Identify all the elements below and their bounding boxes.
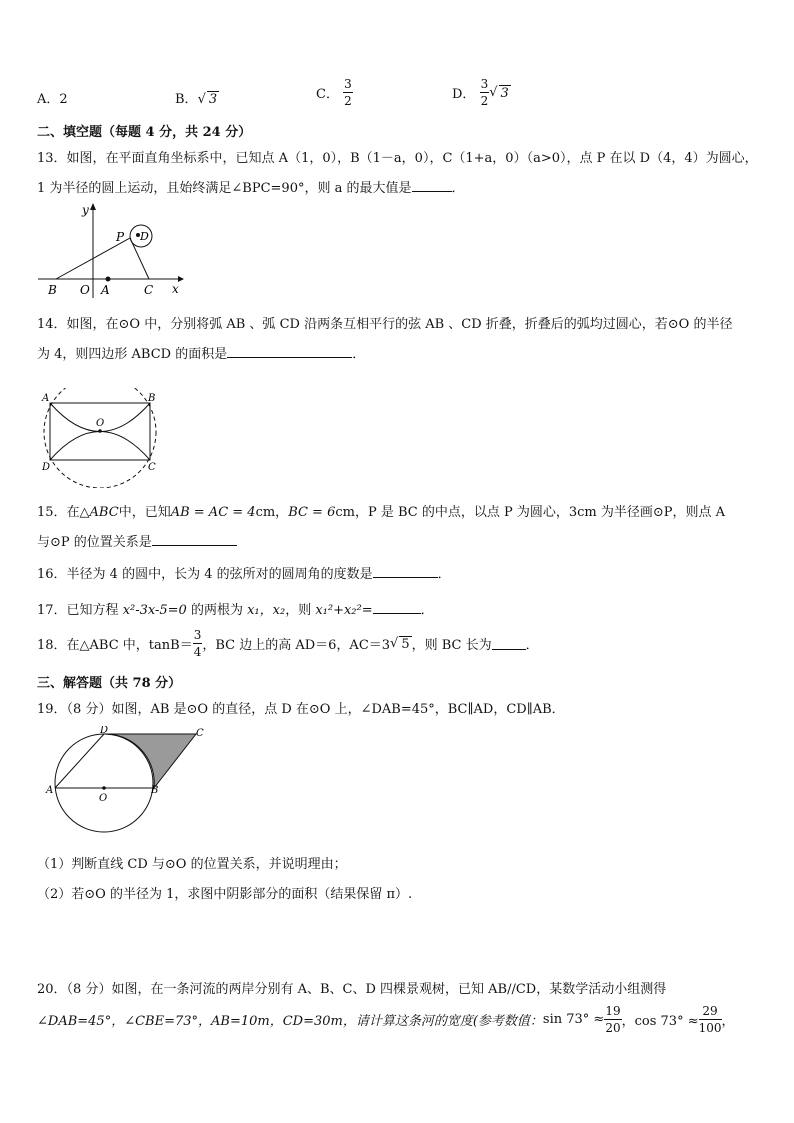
q13-text-line1: 13．如图，在平面直角坐标系中，已知点 A（1，0），B（1－a，0），C（1+a，0）（a>0），点 P 在以 D（4，4）为圆心， [37,151,758,166]
label-p: P [116,230,125,244]
q20-text-line2: ∠DAB=45°，∠CBE=73°，AB=10m，CD=30m，请计算这条河的宽度(参考数值：sin 73° ≈ $\frac{19}{20}$ ，cos 73° ≈ $\frac{29}{100}$ ， [37,1004,735,1035]
label-o: O [80,283,90,297]
section-title-answers: 三、解答题（共 78 分） [37,676,182,691]
q14-text-line2: 为 4，则四边形 ABCD 的面积是 ． [37,347,366,362]
label-y: y [82,203,89,217]
q16-text: 16．半径为 4 的圆中，长为 4 的弦所对的圆周角的度数是 ． [37,567,451,582]
q14-text-line1: 14．如图，在⊙O 中，分别将弧 AB 、弧 CD 沿两条互相平行的弦 AB 、CD 折叠，折叠后的弧均过圆心，若⊙O 的半径 [37,317,733,332]
q15-text-line2: 与⊙P 的位置关系是 [37,531,237,550]
q19-figure [36,726,211,836]
q14-figure [36,388,166,488]
section-title-fill-blank: 二、填空题（每题 4 分，共 24 分） [37,125,252,140]
q20-text-line1: 20．（8 分）如图，在一条河流的两岸分别有 A、B、C、D 四棵景观树，已知 AB//CD，某数学活动小组测得 [37,982,667,997]
label-c: C [144,283,154,297]
label-c: C [148,462,156,473]
q15-text-line1: 15．在△ABC中，已知AB = AC = 4cm，BC = 6cm，P 是 BC 的中点，以点 P 为圆心，3cm 为半径画⊙P，则点 A [37,505,726,520]
option-b: B．√ 3 [175,92,218,107]
label-a: A [42,393,50,404]
label-b: B [48,283,57,297]
option-a: A．2 [37,92,68,107]
q19-text-line1: 19．（8 分）如图，AB 是⊙O 的直径，点 D 在⊙O 上，∠DAB=45°，BC∥AD，CD∥AB． [37,702,565,717]
label-d: D [140,230,149,243]
label-a: A [46,785,54,796]
q13-text-line2: 1 为半径的圆上运动，且始终满足∠BPC=90°，则 a 的最大值是 ． [37,181,465,196]
label-x: x [172,282,179,296]
label-d: D [100,726,109,736]
q13-figure [30,198,190,300]
label-a: A [101,283,110,297]
label-b: B [151,785,159,796]
label-d: D [42,462,51,473]
option-c: C． $\frac{3}{2}$ [316,77,352,108]
label-b: B [148,393,156,404]
option-d: D． $\frac{3}{2}$ √ 3 [452,77,509,108]
q19-part2: （2）若⊙O 的半径为 1，求图中阴影部分的面积（结果保留 π）. [37,887,413,902]
label-c: C [196,728,204,739]
q19-part1: （1）判断直线 CD 与⊙O 的位置关系，并说明理由； [37,857,347,872]
q18-text: 18．在△ABC 中，tanB＝ $\frac{3}{4}$ ，BC 边上的高 AD＝6，AC＝3√ 5 ，则 BC 长为 ． [37,628,539,659]
label-o: O [96,418,105,429]
label-o: O [99,793,108,804]
q17-text: 17．已知方程 x²-3x-5=0 的两根为 x₁，x₂，则 x₁²+x₂²= ． [37,603,434,618]
